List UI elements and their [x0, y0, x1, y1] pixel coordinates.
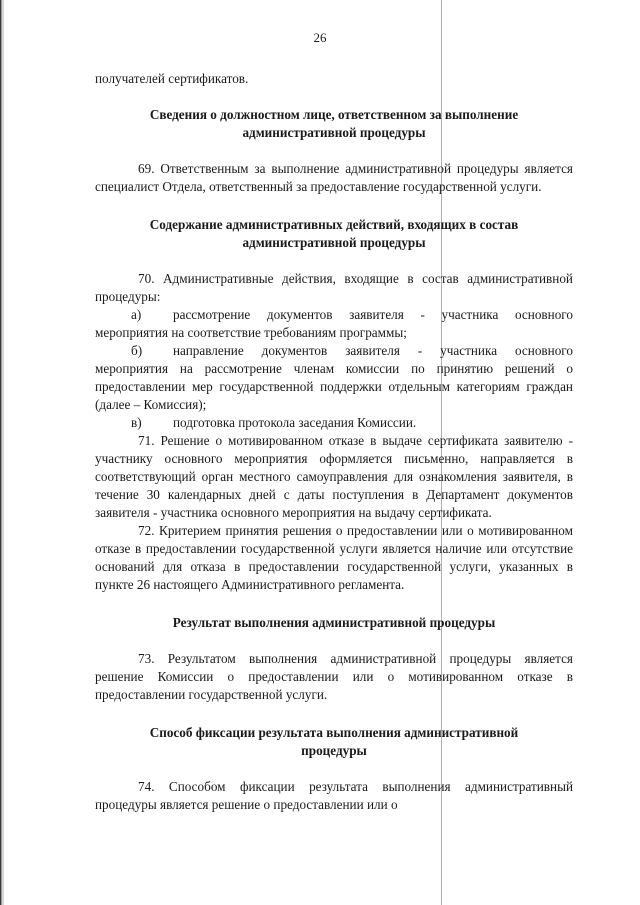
list-item-a	[95, 306, 573, 342]
list-marker: б)	[131, 343, 143, 358]
section-heading-content-of-actions: Содержание административных действий, входящих в состав административной процедуры	[149, 217, 519, 250]
paragraph-71: 71. Решение о мотивированном отказе в выдаче сертификата заявителю - участнику основного мероприятия оформляется письменно, направляется в соответствующий орган местного самоуправления для ознакомления заявителя, в течение 30 календарных дней с даты поступления в Департамент документов заявителя - участника основного мероприятия на выдачу сертификата.	[95, 433, 573, 520]
section-heading-responsible-official: Сведения о должностном лице, ответственном за выполнение административной процедуры	[149, 107, 519, 140]
section-heading-fixation-method: Способ фиксации результата выполнения административной процедуры	[149, 725, 519, 758]
paragraph-74: 74. Способом фиксации результата выполнения административный процедуры является решение о предоставлении или о	[95, 779, 573, 812]
paragraph-72: 72. Критерием принятия решения о предоставлении или о мотивированном отказе в предоставлении государственной услуги является наличие или отсутствие оснований для отказа в предоставлении государственной услуги, указанных в пункте 26 настоящего Административного регламента.	[95, 523, 573, 592]
intro-line: получателей сертификатов.	[95, 71, 249, 86]
document-body	[95, 70, 573, 814]
list-marker: а)	[131, 307, 142, 322]
scan-edge	[0, 0, 4, 905]
list-item-c	[95, 414, 573, 432]
list-marker: в)	[131, 415, 142, 430]
paragraph-73: 73. Результатом выполнения административной процедуры является решение Комиссии о предоставлении или о мотивированном отказе в предоставлении государственной услуги.	[95, 651, 573, 702]
paragraph-69: 69. Ответственным за выполнение административной процедуры является специалист Отдела, ответственный за предоставление государственной услуги.	[95, 161, 573, 194]
list-item-text: подготовка протокола заседания Комиссии.	[173, 415, 417, 430]
list-item-b	[95, 342, 573, 414]
list-item-text: рассмотрение документов заявителя - участника основного мероприятия на соответствие требованиям программы;	[95, 307, 573, 340]
section-heading-result: Результат выполнения административной процедуры	[172, 615, 496, 630]
list-item-text: направление документов заявителя - участника основного мероприятия на рассмотрение членам комиссии по принятию решений о предоставлении мер государственной поддержки отдельным категориям граждан (далее – Комиссия);	[95, 343, 573, 412]
paragraph-70: 70. Административные действия, входящие в состав административной процедуры:	[95, 271, 573, 304]
page-number: 26	[313, 30, 327, 45]
